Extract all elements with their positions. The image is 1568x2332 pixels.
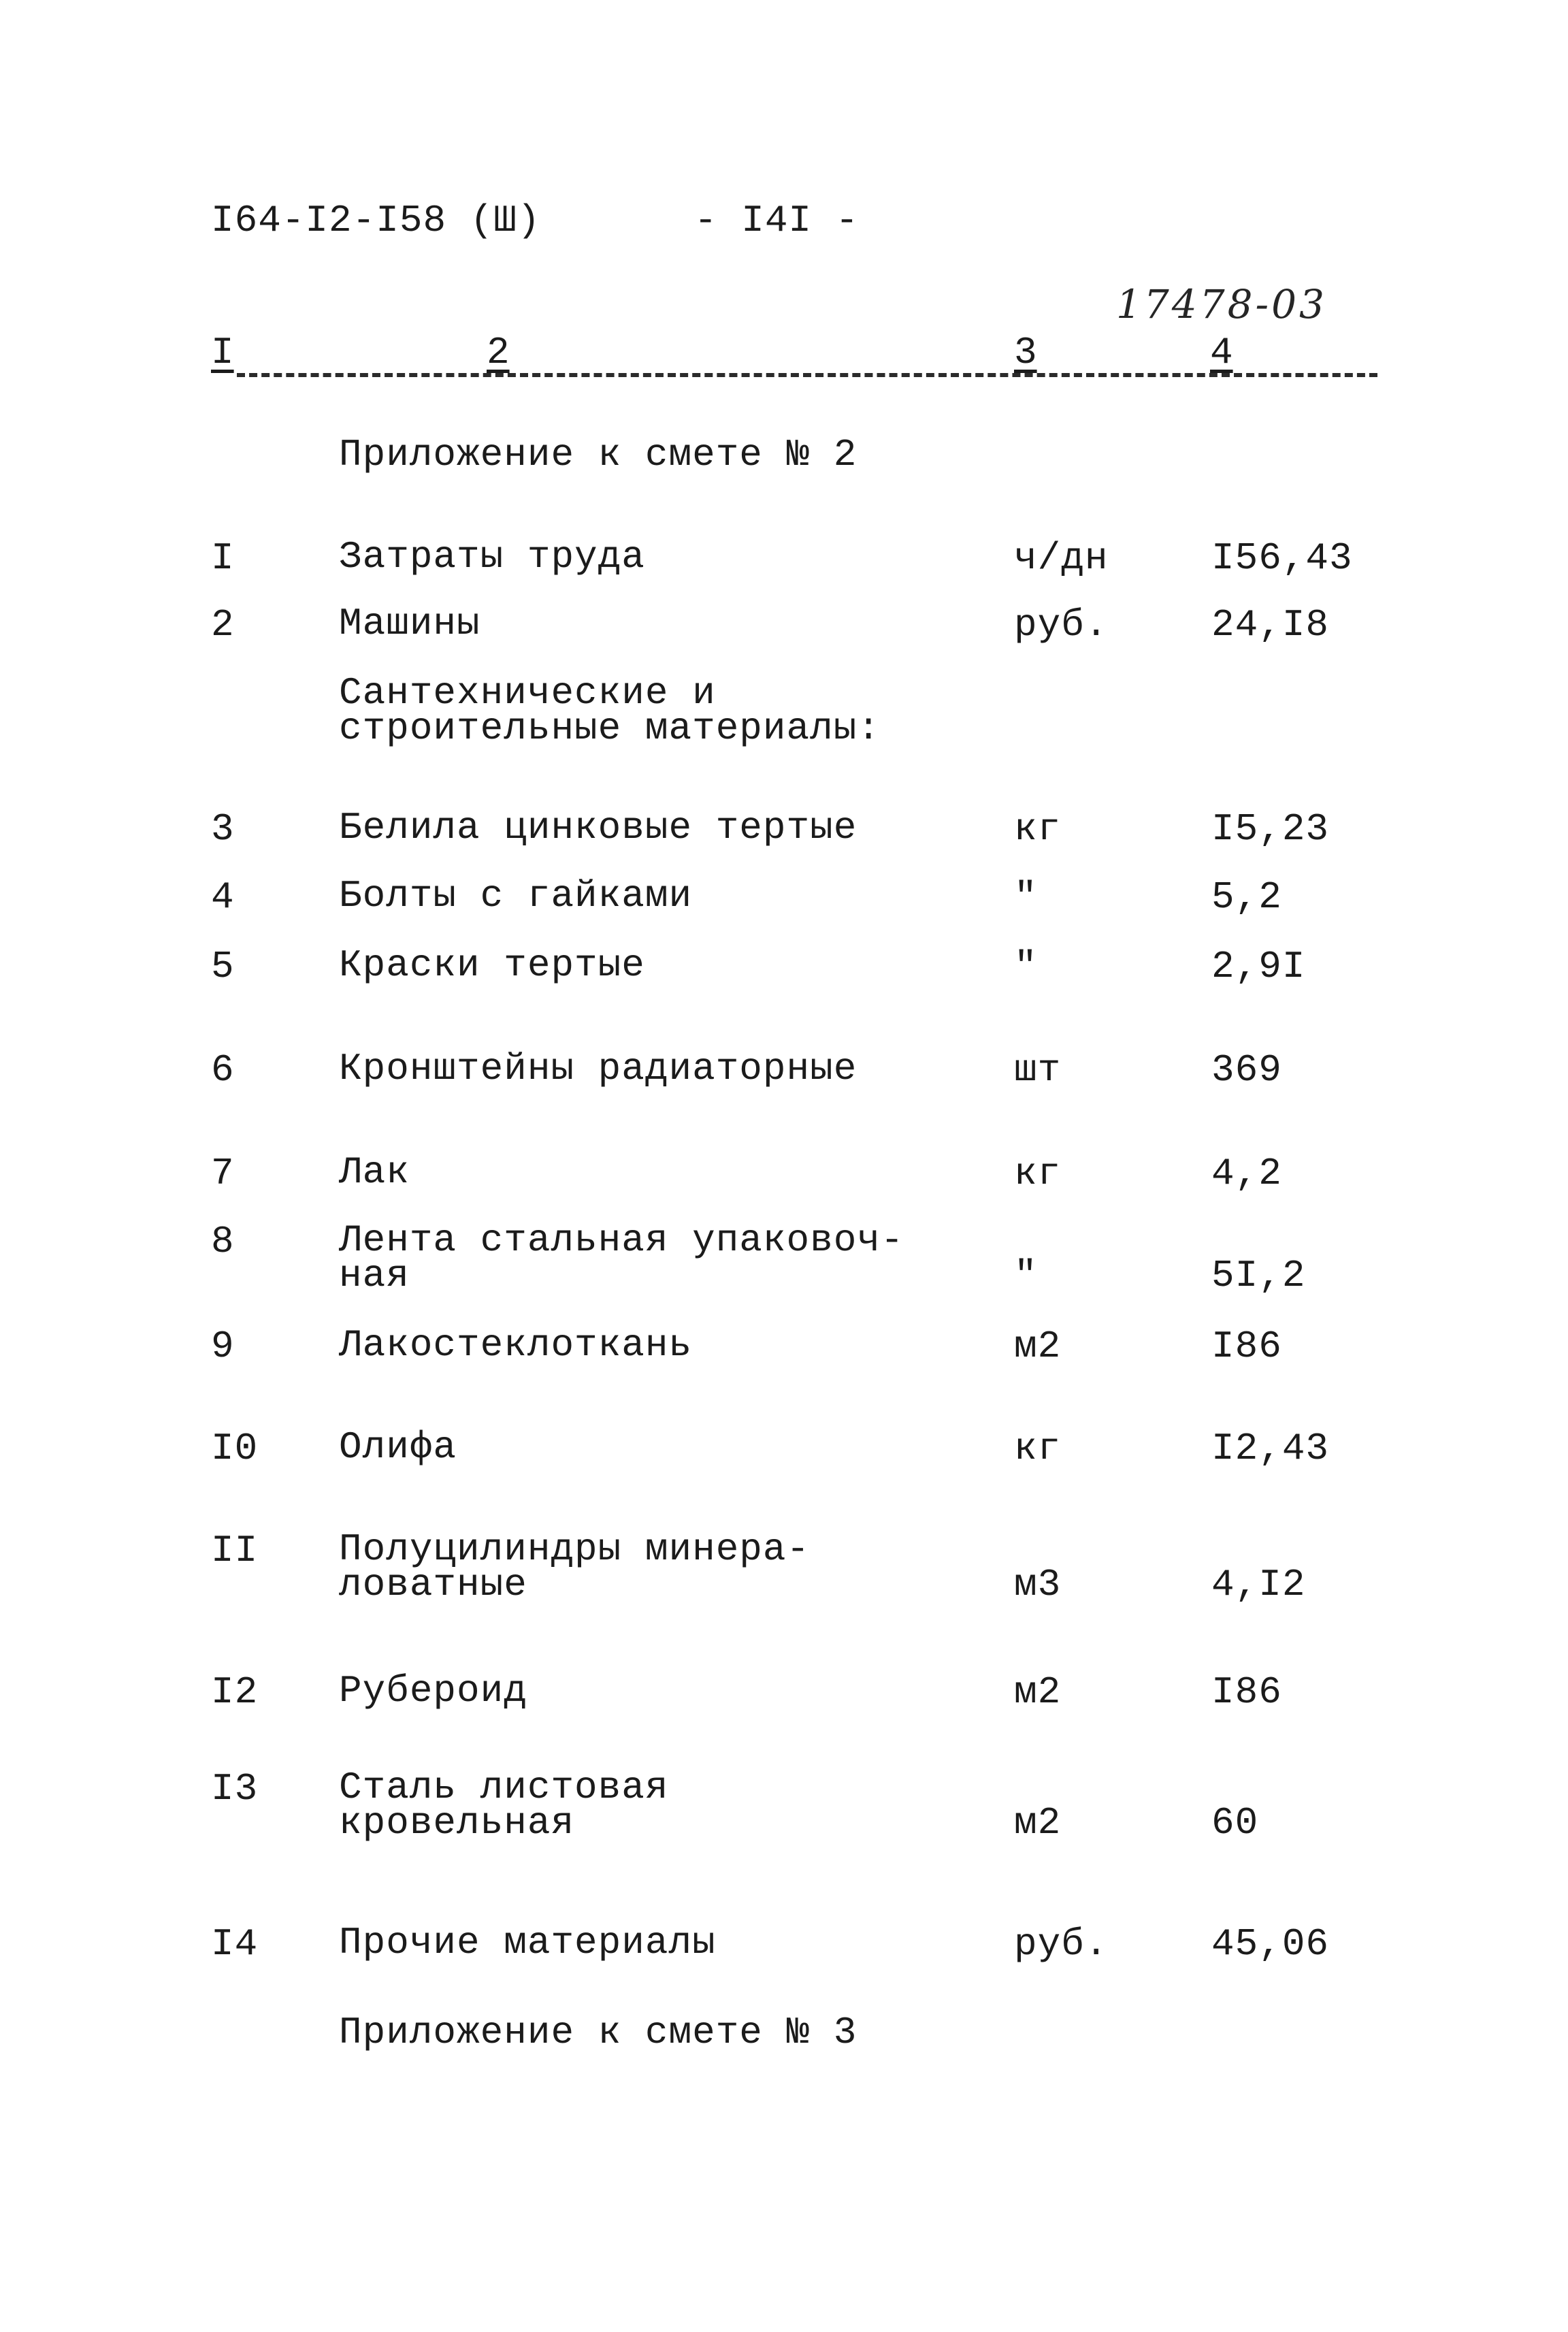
row-name-line: Машины	[339, 602, 480, 645]
row-number: II	[211, 1529, 259, 1572]
row-name	[339, 1766, 669, 1845]
footer-section-title: Приложение к смете № 3	[339, 2011, 858, 2054]
row-name-line: Сталь листовая	[339, 1766, 669, 1809]
row-name-line: Лакостеклоткань	[339, 1323, 693, 1367]
row-value: 369	[1211, 1048, 1282, 1092]
row-name	[339, 602, 480, 645]
row-name	[339, 874, 693, 918]
row-name	[339, 1047, 858, 1090]
column-number-4: 4	[1210, 331, 1233, 374]
row-name	[339, 1425, 457, 1469]
row-name	[339, 1218, 904, 1297]
row-name-line: Белила цинковые тертые	[339, 806, 858, 849]
row-unit: кг	[1014, 1152, 1062, 1195]
row-unit: "	[1014, 1254, 1038, 1297]
document-code: I64-I2-I58 (Ш)	[211, 199, 541, 242]
row-name-line: Полуцилиндры минера-	[339, 1527, 811, 1571]
row-value: 60	[1211, 1801, 1259, 1845]
handwritten-number: 17478-03	[1116, 281, 1327, 327]
column-header-dashed-rule	[237, 373, 1377, 377]
row-value: 4,I2	[1211, 1563, 1306, 1606]
row-value: 4,2	[1211, 1152, 1282, 1195]
row-number: I	[211, 536, 235, 580]
row-number: 7	[211, 1152, 235, 1195]
row-name-line: Сантехнические и	[339, 671, 716, 715]
row-number: 4	[211, 875, 235, 919]
row-unit: м3	[1014, 1563, 1062, 1606]
row-number: 5	[211, 945, 235, 988]
row-value: I86	[1211, 1325, 1282, 1368]
row-value: I86	[1211, 1670, 1282, 1714]
row-name	[339, 535, 645, 579]
row-name-line: Рубероид	[339, 1669, 527, 1713]
row-number: 3	[211, 807, 235, 851]
row-number: 9	[211, 1325, 235, 1368]
row-name-line: Лента стальная упаковоч-	[339, 1218, 904, 1262]
row-name-line: ловатные	[339, 1563, 527, 1606]
row-name	[339, 671, 881, 750]
column-number-3: 3	[1014, 331, 1037, 374]
row-name-line: строительные материалы:	[339, 707, 881, 750]
row-value: I2,43	[1211, 1427, 1330, 1470]
row-number: 2	[211, 603, 235, 647]
row-value: 5,2	[1211, 875, 1282, 919]
row-value: 45,06	[1211, 1922, 1330, 1966]
row-value: I5,23	[1211, 807, 1330, 851]
row-name	[339, 1669, 527, 1713]
row-number: 6	[211, 1048, 235, 1092]
row-name	[339, 1527, 811, 1606]
row-name	[339, 1921, 716, 1964]
row-name-line: Болты с гайками	[339, 874, 693, 918]
row-name-line: Олифа	[339, 1425, 457, 1469]
row-unit: м2	[1014, 1801, 1062, 1845]
row-unit: руб.	[1014, 1922, 1109, 1966]
column-number-2: 2	[487, 331, 510, 374]
row-unit: "	[1014, 945, 1038, 988]
row-name-line: Затраты труда	[339, 535, 645, 579]
row-unit: руб.	[1014, 603, 1109, 647]
row-name-line: Кронштейны радиаторные	[339, 1047, 858, 1090]
row-name-line: Краски тертые	[339, 943, 645, 987]
row-number: I4	[211, 1922, 259, 1966]
row-unit: м2	[1014, 1670, 1062, 1714]
row-unit: "	[1014, 875, 1038, 919]
row-name	[339, 943, 645, 987]
row-value: 24,I8	[1211, 603, 1330, 647]
row-name-line: кровельная	[339, 1801, 575, 1845]
section-title: Приложение к смете № 2	[339, 433, 858, 476]
row-name	[339, 1323, 693, 1367]
column-number-1: I	[211, 331, 234, 374]
row-value: I56,43	[1211, 536, 1353, 580]
row-name-line: ная	[339, 1254, 410, 1297]
row-unit: шт	[1014, 1048, 1062, 1092]
row-number: I0	[211, 1427, 259, 1470]
row-name-line: Лак	[339, 1150, 410, 1194]
row-value: 5I,2	[1211, 1254, 1306, 1297]
row-name-line: Прочие материалы	[339, 1921, 716, 1964]
row-unit: ч/дн	[1014, 536, 1109, 580]
row-number: I3	[211, 1767, 259, 1811]
page-number: - I4I -	[694, 199, 860, 242]
row-unit: кг	[1014, 1427, 1062, 1470]
row-unit: м2	[1014, 1325, 1062, 1368]
row-name	[339, 806, 858, 849]
row-number: I2	[211, 1670, 259, 1714]
row-name	[339, 1150, 410, 1194]
row-value: 2,9I	[1211, 945, 1306, 988]
row-unit: кг	[1014, 807, 1062, 851]
row-number: 8	[211, 1220, 235, 1263]
